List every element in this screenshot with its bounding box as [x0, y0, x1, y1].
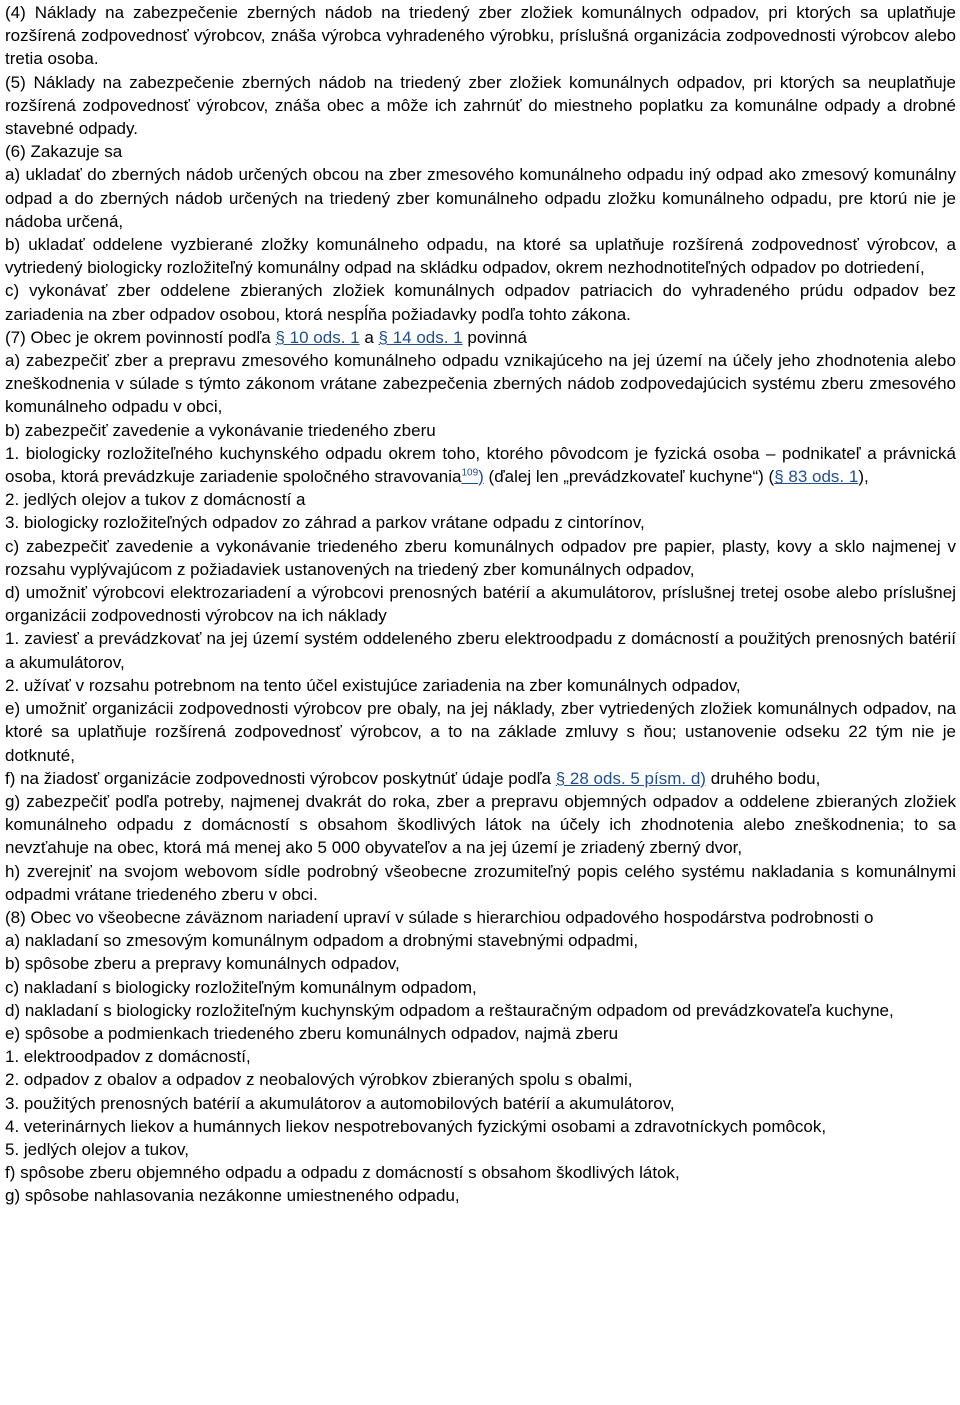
- paragraph-7-item-h: h) zverejniť na svojom webovom sídle podrobný všeobecne zrozumiteľný popis celého systému nakladania s komunálnymi odpadmi vrátane triedeného zberu v obci.: [5, 861, 956, 904]
- paragraph-8-item-e-point-2: 2. odpadov z obalov a odpadov z neobalových výrobkov zbieraných spolu s obalmi,: [5, 1070, 633, 1090]
- paragraph-8-heading: (8) Obec vo všeobecne záväznom nariadení upraví v súlade s hierarchiou odpadového hospodárstva podrobnosti o: [5, 907, 874, 927]
- paragraph-7-heading: [5, 326, 956, 349]
- link-section-14-1[interactable]: § 14 ods. 1: [378, 327, 463, 347]
- link-section-28-5-d[interactable]: § 28 ods. 5 písm. d): [555, 768, 706, 788]
- paragraph-8-item-d: d) nakladaní s biologicky rozložiteľným kuchynským odpadom a reštauračným odpadom od prevádzkovateľa kuchyne,: [5, 1000, 894, 1020]
- link-section-83-1[interactable]: § 83 ods. 1: [774, 467, 859, 487]
- paragraph-8-item-b: b) spôsobe zberu a prepravy komunálnych odpadov,: [5, 954, 400, 974]
- paragraph-6-heading: (6) Zakazuje sa: [5, 142, 123, 162]
- paragraph-8-item-e-point-3: 3. použitých prenosných batérií a akumulátorov a automobilových batérií a akumulátorov,: [5, 1093, 675, 1113]
- paragraph-7-heading-end: povinná: [462, 327, 527, 347]
- paragraph-7-item-a: a) zabezpečiť zber a prepravu zmesového komunálneho odpadu vznikajúceho na jej území na účely jeho zhodnotenia alebo zneškodnenia v súlade s týmto zákonom vrátane zabezpečenia zberných nádob zodpovedajúcich systému zberu zmesového komunálneho odpadu v obci,: [5, 351, 956, 417]
- paragraph-8-item-f: f) spôsobe zberu objemného odpadu a odpadu z domácností s obsahom škodlivých látok,: [5, 1163, 680, 1183]
- paragraph-8-item-e-point-5: 5. jedlých olejov a tukov,: [5, 1139, 189, 1159]
- point-1-text-end: ),: [858, 467, 869, 487]
- paragraph-7-item-d: d) umožniť výrobcovi elektrozariadení a výrobcovi prenosných batérií a akumulátorov, príslušnej tretej osobe alebo príslušnej organizácii zodpovednosti výrobcov na ich náklady: [5, 583, 956, 626]
- link-section-10-1[interactable]: § 10 ods. 1: [275, 327, 360, 347]
- paragraph-8-item-e: e) spôsobe a podmienkach triedeného zberu komunálnych odpadov, najmä zberu: [5, 1023, 619, 1043]
- item-f-text: f) na žiadosť organizácie zodpovednosti výrobcov poskytnúť údaje podľa: [5, 768, 556, 788]
- paragraph-7-item-b: b) zabezpečiť zavedenie a vykonávanie triedeného zberu: [5, 420, 436, 440]
- paragraph-7-item-b-point-1: [5, 442, 956, 488]
- paragraph-8-item-c: c) nakladaní s biologicky rozložiteľným komunálnym odpadom,: [5, 977, 477, 997]
- paragraph-7-heading-text: (7) Obec je okrem povinností podľa: [5, 327, 276, 347]
- footnote-number: 109: [461, 467, 479, 479]
- paragraph-6-item-b: b) ukladať oddelene vyzbierané zložky komunálneho odpadu, na ktoré sa uplatňuje rozšírená zodpovednosť výrobcov, a vytriedený biologicky rozložiteľný komunálny odpad na skládku odpadov, okrem nezhodnotiteľných odpadov po dotriedení,: [5, 235, 956, 278]
- paragraph-7-item-d-point-1: 1. zaviesť a prevádzkovať na jej území systém oddeleného zberu elektroodpadu z domácností a použitých prenosných batérií a akumulátorov,: [5, 629, 956, 672]
- paragraph-8-item-e-point-4: 4. veterinárnych liekov a humánnych liekov nespotrebovaných fyzickými osobami a zdravotníckych pomôcok,: [5, 1116, 827, 1136]
- paragraph-8-item-a: a) nakladaní so zmesovým komunálnym odpadom a drobnými stavebnými odpadmi,: [5, 931, 639, 951]
- paragraph-7-item-b-point-2: 2. jedlých olejov a tukov z domácností a: [5, 490, 306, 510]
- footnote-link-109[interactable]: [461, 467, 483, 486]
- paragraph-6-item-a: a) ukladať do zberných nádob určených obcou na zber zmesového komunálneho odpadu iný odpad ako zmesový komunálny odpad a do zberných nádob určených na triedený zber komunálneho odpadu zložku komunálneho odpadu, pre ktorú nie je nádoba určená,: [5, 165, 956, 231]
- paragraph-8-item-e-point-1: 1. elektroodpadov z domácností,: [5, 1047, 251, 1067]
- paragraph-4: (4) Náklady na zabezpečenie zberných nádob na triedený zber zložiek komunálnych odpadov, pri ktorých sa uplatňuje rozšírená zodpovednosť výrobcov, znáša výrobca vyhradeného výrobku, príslušná organizácia zodpovednosti výrobcov alebo tretia osoba.: [5, 3, 956, 69]
- paragraph-7-item-c: c) zabezpečiť zavedenie a vykonávanie triedeného zberu komunálnych odpadov pre papier, plasty, kovy a sklo najmenej v rozsahu vyplývajúcom z požiadaviek ustanovených na triedený zber komunálnych odpadov,: [5, 536, 956, 579]
- paragraph-7-item-d-point-2: 2. užívať v rozsahu potrebnom na tento účel existujúce zariadenia na zber komunálnych odpadov,: [5, 675, 741, 695]
- paragraph-8-item-g: g) spôsobe nahlasovania nezákonne umiestneného odpadu,: [5, 1186, 460, 1206]
- paragraph-7-item-b-point-3: 3. biologicky rozložiteľných odpadov zo záhrad a parkov vrátane odpadu z cintorínov,: [5, 513, 645, 533]
- point-1-text: 1. biologicky rozložiteľného kuchynského odpadu okrem toho, ktorého pôvodcom je fyzická osoba – podnikateľ a právnická osoba, ktorá prevádzkuje zariadenie spoločného stravovania: [5, 443, 956, 487]
- paragraph-7-heading-conj: a: [359, 327, 379, 347]
- footnote-paren: ): [478, 467, 484, 487]
- paragraph-6-item-c: c) vykonávať zber oddelene zbieraných zložiek komunálnych odpadov patriacich do vyhradeného prúdu odpadov bez zariadenia na zber odpadov osobou, ktorá nespĺňa požiadavky podľa tohto zákona.: [5, 281, 956, 324]
- paragraph-5: (5) Náklady na zabezpečenie zberných nádob na triedený zber zložiek komunálnych odpadov, pri ktorých sa neuplatňuje rozšírená zodpovednosť výrobcov, znáša obec a môže ich zahrnúť do miestneho poplatku za komunálne odpady a drobné stavebné odpady.: [5, 72, 956, 139]
- paragraph-7-item-e: e) umožniť organizácii zodpovednosti výrobcov pre obaly, na jej náklady, zber vytriedených zložiek komunálnych odpadov, na ktoré sa uplatňuje rozšírená zodpovednosť výrobcov, a to na základe zmluvy s ňou; ustanovenie odseku 22 tým nie je dotknuté,: [5, 699, 956, 765]
- point-1-text-mid: (ďalej len „prevádzkovateľ kuchyne“) (: [483, 467, 775, 487]
- paragraph-7-item-g: g) zabezpečiť podľa potreby, najmenej dvakrát do roka, zber a prepravu objemných odpadov a oddelene zbieraných zložiek komunálneho odpadu z domácností s obsahom škodlivých látok na účely ich zhodnotenia alebo zneškodnenia; to sa nevzťahuje na obec, ktorá má menej ako 5 000 obyvateľov a na jej území je zriadený zberný dvor,: [5, 791, 956, 858]
- paragraph-7-item-f: [5, 767, 956, 790]
- item-f-text-end: druhého bodu,: [705, 768, 821, 788]
